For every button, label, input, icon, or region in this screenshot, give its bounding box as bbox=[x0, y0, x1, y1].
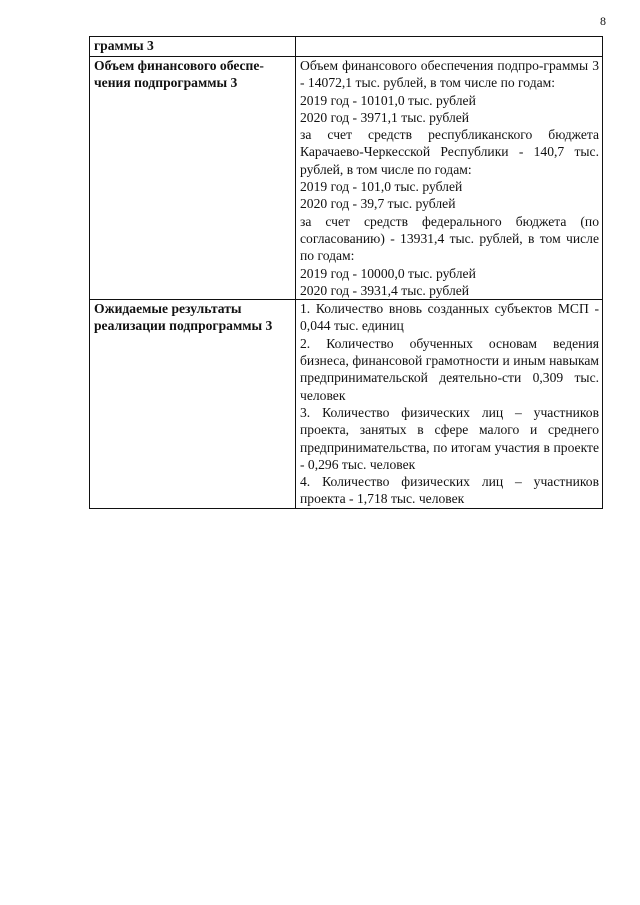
table-row bbox=[90, 57, 603, 300]
page-number: 8 bbox=[600, 14, 606, 28]
text-line: 2019 год - 101,0 тыс. рублей bbox=[300, 179, 463, 195]
text-line: 2. Количество обученных основам ведения бизнеса, финансовой грамотности и иным навыкам предпринимательской деятельно-сти 0,309 тыс. человек bbox=[300, 335, 599, 403]
program-passport-table bbox=[89, 36, 603, 509]
text-line: 2019 год - 10000,0 тыс. рублей bbox=[300, 265, 476, 281]
text-line: за счет средств республиканского бюджета Карачаево-Черкесской Республики - 140,7 тыс. рублей, в том числе по годам: bbox=[300, 127, 599, 177]
text-line: 1. Количество вновь созданных субъектов МСП - 0,044 тыс. единиц bbox=[300, 301, 599, 334]
text-line: 2020 год - 3931,4 тыс. рублей bbox=[300, 282, 470, 298]
text-line: 2019 год - 10101,0 тыс. рублей bbox=[300, 92, 476, 108]
text-line: 2020 год - 3971,1 тыс. рублей bbox=[300, 109, 470, 125]
text-line: 3. Количество физических лиц – участников проекта, занятых в сфере малого и среднего предпринимательства, по итогам участия в проекте - 0,296 тыс. человек bbox=[300, 404, 599, 472]
text-line: Объем финансового обеспечения подпро-граммы 3 - 14072,1 тыс. рублей, в том числе по годам: bbox=[300, 58, 599, 91]
funding-label-cell: Объем финансового обеспе-чения подпрограммы 3 bbox=[90, 57, 296, 300]
table-row bbox=[90, 37, 603, 57]
funding-value-cell bbox=[296, 57, 603, 300]
results-label-cell: Ожидаемые результаты реализации подпрограммы 3 bbox=[90, 300, 296, 509]
text-line: 4. Количество физических лиц – участников проекта - 1,718 тыс. человек bbox=[300, 474, 599, 507]
empty-value-cell bbox=[296, 37, 603, 57]
text-line: 2020 год - 39,7 тыс. рублей bbox=[300, 196, 456, 212]
continued-label-cell: граммы 3 bbox=[90, 37, 296, 57]
text-line: за счет средств федерального бюджета (по согласованию) - 13931,4 тыс. рублей, в том числе по годам: bbox=[300, 213, 599, 264]
results-value-cell bbox=[296, 300, 603, 509]
table-row bbox=[90, 300, 603, 509]
